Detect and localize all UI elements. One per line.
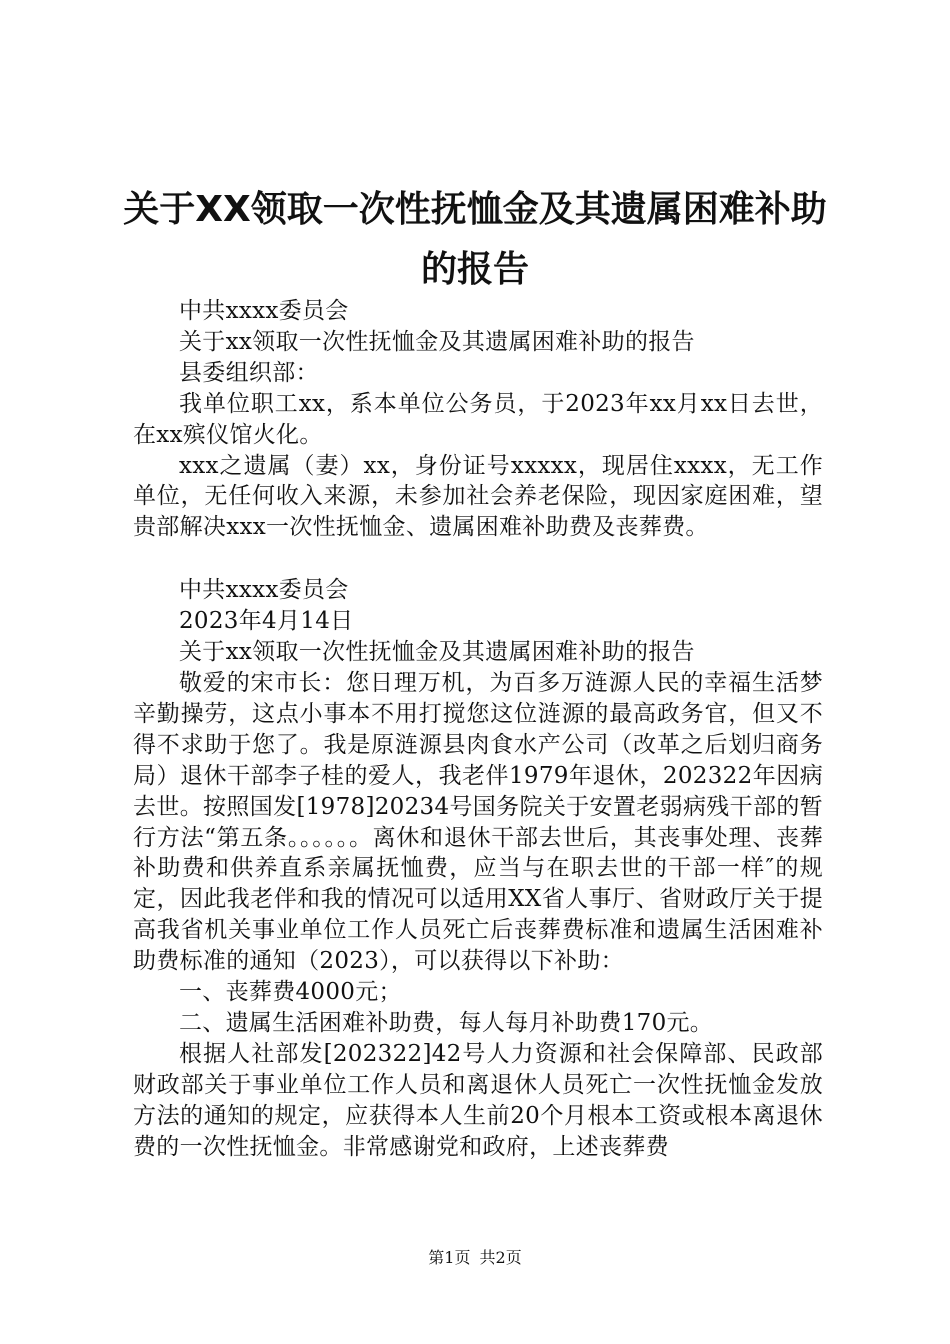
page-total: 共2页: [479, 1248, 522, 1267]
document-title-line-1: 关于XX领取一次性抚恤金及其遗属困难补助: [123, 189, 827, 230]
signature-org: 中共xxxx委员会: [179, 577, 349, 604]
document-body: [133, 296, 823, 1162]
signature-date: 2023年4月14日: [179, 608, 354, 635]
page-footer: [0, 1248, 950, 1268]
body-paragraph: 根据人社部发[202322]42号人力资源和社会保障部、民政部财政部关于事业单位工作人员和离退休人员死亡一次性抚恤金发放方法的通知的规定，应获得本人生前20个月根本工资或根本离退休费的一次性抚恤金。非常感谢党和政府，上述丧葬费: [133, 1040, 823, 1160]
document-title-line-2: 的报告: [420, 249, 529, 290]
list-item: 二、遗属生活困难补助费，每人每月补助费170元。: [179, 1009, 714, 1036]
list-item: 一、丧葬费4000元；: [179, 979, 402, 1006]
paragraph-gap: [133, 543, 823, 575]
body-paragraph: 敬爱的宋市长：您日理万机，为百多万涟源人民的幸福生活梦辛勤操劳，这点小事本不用打搅您这位涟源的最高政务官，但又不得不求助于您了。我是原涟源县肉食水产公司（改革之后划归商务局）退休干部李子桂的爱人，我老伴1979年退休，202322年因病去世。按照国发[1978]20234号国务院关于安置老弱病残干部的暂行方法“第五条。。。。。。离休和退休干部去世后，其丧事处理、丧葬补助费和供养直系亲属抚恤费，应当与在职去世的干部一样″的规定，因此我老伴和我的情况可以适用XX省人事厅、省财政厅关于提高我省机关事业单位工作人员死亡后丧葬费标准和遗属生活困难补助费标准的通知（2023），可以获得以下补助：: [133, 669, 823, 975]
recipient: 县委组织部：: [179, 359, 319, 386]
report-subject-2: 关于xx领取一次性抚恤金及其遗属困难补助的报告: [179, 639, 695, 666]
sender-org: 中共xxxx委员会: [179, 298, 349, 324]
report-subject: 关于xx领取一次性抚恤金及其遗属困难补助的报告: [179, 328, 695, 355]
page-number: 第1页: [428, 1248, 471, 1267]
body-paragraph: 我单位职工xx，系本单位公务员，于2023年xx月xx日去世，在xx殡仪馆火化。: [133, 390, 823, 448]
body-paragraph: xxx之遗属（妻）xx，身份证号xxxxx，现居住xxxx，无工作单位，无任何收入来源，未参加社会养老保险，现因家庭困难，望贵部解决xxx一次性抚恤金、遗属困难补助费及丧葬费。: [133, 452, 823, 541]
